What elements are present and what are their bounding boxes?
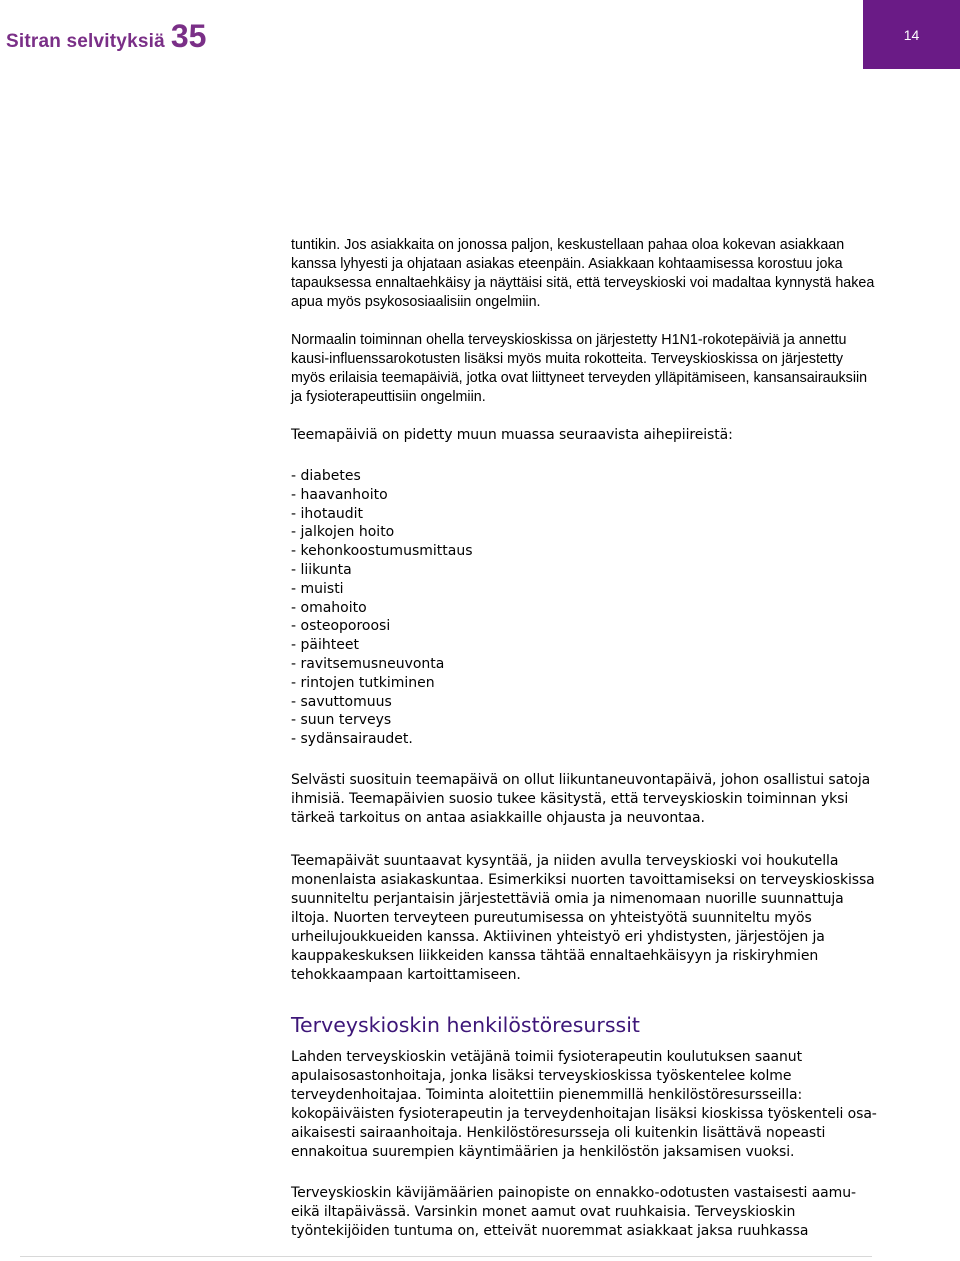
list-item: - suun terveys (291, 712, 392, 729)
paragraph-popular-theme: Selvästi suosituin teemapäivä on ollut liikuntaneuvontapäivä, johon osallistui satoja ihmisiä. Teemapäivien suosio tukee käsitystä, että terveyskioskin toiminnan yksi tärkeä tarkoitus on antaa asiakkaille ohjausta ja neuvontaa. (291, 771, 871, 826)
list-item: - kehonkoostumusmittaus (291, 543, 473, 560)
series-title (6, 20, 206, 60)
paragraph-themes-intro: Teemapäiviä on pidetty muun muassa seuraavista aihepiireistä: (291, 427, 733, 443)
list-item: - päihteet (291, 637, 359, 654)
list-item: - rintojen tutkiminen (291, 674, 435, 691)
list-item: - omahoito (291, 599, 367, 616)
paragraph-staff: Lahden terveyskioskin vetäjänä toimii fysioterapeutin koulutuksen saanut apulaisosastonhoitaja, jonka lisäksi terveyskioskissa työskentelee kolme terveydenhoitajaa. Toiminta aloitettiin pienemmillä henkilöstöresursseilla: kokopäiväisten fysioterapeutin ja terveydenhoitajan lisäksi kioskissa työskenteli osa-aikaisesti sairaanhoitaja. Henkilöstöresursseja oli kuitenkin lisättävä nopeasti ennakoitua suurempien käyntimäärien ja henkilöstön jaksamisen vuoksi. (291, 1048, 877, 1160)
topic-list (291, 467, 881, 749)
paragraph-continuation: tuntikin. Jos asiakkaita on jonossa paljon, keskustellaan pahaa oloa kokevan asiakkaan kanssa lyhyesti ja ohjataan asiakas eteenpäin. Asiakkaan kohtaamisessa korostuu joka tapauksessa ennaltaehkäisy ja näyttäisi sitä, että terveyskioski voi madaltaa kynnystä hakea apua myös psykososiaalisiin ongelmiin. (291, 237, 875, 310)
main-content (291, 236, 881, 1241)
paragraph-vaccinations: Normaalin toiminnan ohella terveyskioskissa on järjestetty H1N1-rokotepäiviä ja annettu kausi-influenssarokotusten lisäksi myös muita rokotteita. Terveyskioskissa on järjestetty myös erilaisia teemapäiviä, jotka ovat liittyneet terveyden ylläpitämiseen, kansansairauksiin ja fysioterapeuttisiin ongelmiin. (291, 332, 868, 405)
list-item: - savuttomuus (291, 693, 392, 710)
list-item: - diabetes (291, 468, 361, 484)
list-item: - muisti (291, 580, 344, 597)
list-item: - osteoporoosi (291, 618, 391, 635)
list-item: - sydänsairaudet. (291, 731, 413, 748)
series-name: Sitran selvityksiä (6, 31, 165, 52)
section-heading: Terveyskioskin henkilöstöresurssit (291, 1012, 640, 1037)
page-number: 14 (903, 26, 920, 43)
page-number-badge (863, 0, 960, 69)
list-item: - jalkojen hoito (291, 524, 395, 541)
footer-divider (20, 1256, 872, 1257)
list-item: - ihotaudit (291, 505, 364, 522)
list-item: - haavanhoito (291, 486, 388, 503)
paragraph-theme-days: Teemapäivät suuntaavat kysyntää, ja niiden avulla terveyskioski voi houkutella monenlaista asiakaskuntaa. Esimerkiksi nuorten tavoittamiseksi on terveyskioskissa suunniteltu perjantaisin järjestettäviä omia ja nimenomaan nuorille suunnattuja iltoja. Nuorten terveyteen pureutumisessa on yhteistyötä suunniteltu myös urheilujoukkueiden kanssa. Aktiivinen yhteistyö eri yhdistysten, järjestöjen ja kauppakeskuksen liikkeiden kanssa tähtää ennaltaehkäisyyn ja riskiryhmien tehokkaampaan kartoittamiseen. (291, 852, 875, 983)
paragraph-visitor-peaks: Terveyskioskin kävijämäärien painopiste on ennakko-odotusten vastaisesti aamu-eikä iltapäivässä. Varsinkin monet aamut ovat ruuhkaisia. Terveyskioskin työntekijöiden tuntuma on, etteivät nuoremmat asiakkaat jaksa ruuhkassa (291, 1184, 856, 1239)
list-item: - liikunta (291, 561, 352, 578)
list-item: - ravitsemusneuvonta (291, 655, 445, 672)
series-number: 35 (170, 18, 207, 54)
